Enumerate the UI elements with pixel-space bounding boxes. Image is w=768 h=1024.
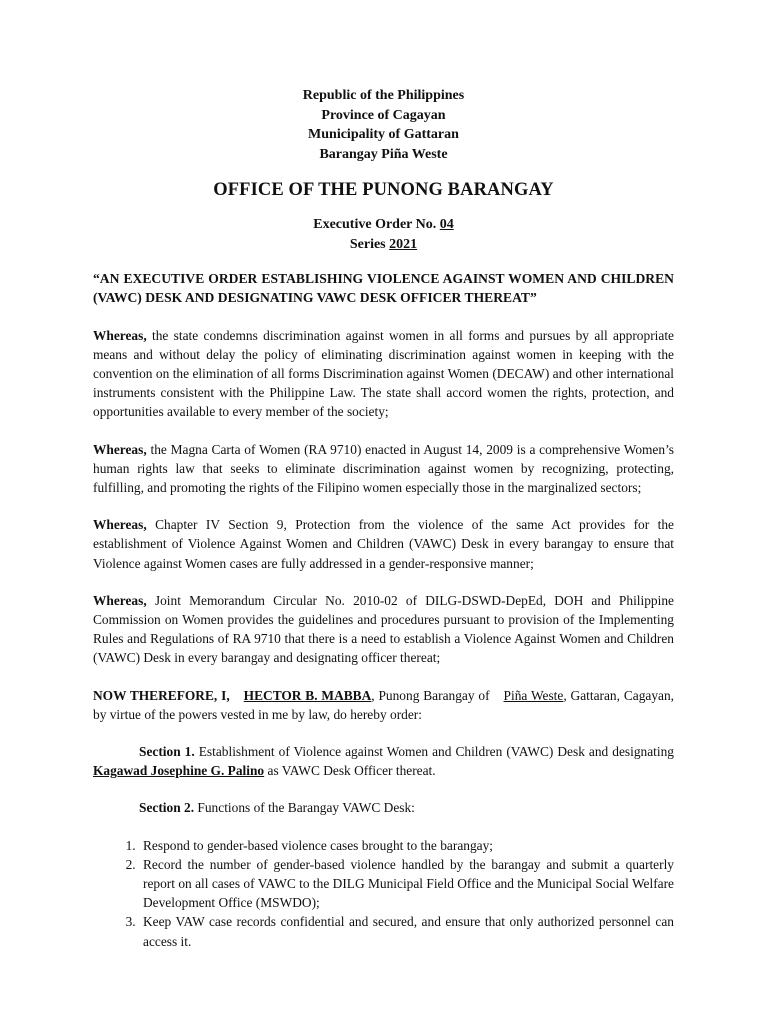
letterhead <box>93 86 674 164</box>
desk-officer-name: Kagawad Josephine G. Palino <box>93 763 265 779</box>
barangay-place: Piña Weste <box>503 687 564 703</box>
list-item: 3. Keep VAW case records confidential and secured, and ensure that only authorized personnel can access it. <box>139 912 674 950</box>
punong-barangay-name: HECTOR B. MABBA <box>243 687 372 703</box>
executive-order-heading <box>93 215 674 254</box>
letterhead-barangay: Barangay Piña Weste <box>319 146 448 162</box>
section-2-text: Functions of the Barangay VAWC Desk: <box>197 800 415 816</box>
order-number-label: Executive Order No. <box>313 217 437 233</box>
section-1 <box>93 742 674 780</box>
whereas-lead: Whereas, <box>93 517 147 533</box>
order-number: 04 <box>439 217 454 233</box>
order-series-label: Series <box>349 236 386 252</box>
order-number-line <box>93 215 674 235</box>
section-2 <box>93 798 674 817</box>
section-1-label: Section 1. <box>139 744 195 760</box>
whereas-lead: Whereas, <box>93 592 147 608</box>
whereas-clause-3 <box>93 515 674 573</box>
letterhead-republic: Republic of the Philippines <box>302 88 465 103</box>
whereas-clause-4 <box>93 591 674 668</box>
whereas-text: Joint Memorandum Circular No. 2010-02 of DILG-DSWD-DepEd, DOH and Philippine Commission on Women provides the guidelines and procedures pursuant to provision of the Implementing Rules and Regulations of RA 9710 that there is a need to establish a Violence Against Women and Children (VAWC) Desk in every barangay and designating officer thereat; <box>93 592 674 666</box>
order-series: 2021 <box>389 236 418 252</box>
letterhead-province: Province of Cagayan <box>321 107 446 123</box>
whereas-clause-2 <box>93 440 674 498</box>
whereas-clause-1 <box>93 326 674 422</box>
whereas-text: Chapter IV Section 9, Protection from the violence of the same Act provides for the establishment of Violence Against Women and Children (VAWC) Desk in every barangay to ensure that Violence against Women cases are fully addressed in a gender-responsive manner; <box>93 517 674 571</box>
section-2-label: Section 2. <box>139 800 195 816</box>
section-1-text-b: as VAWC Desk Officer thereat. <box>267 763 436 779</box>
now-therefore-lead: NOW THEREFORE, I, <box>93 687 230 703</box>
now-therefore-mid: , Punong Barangay of <box>371 687 490 703</box>
list-item: 2. Record the number of gender-based violence handled by the barangay and submit a quarterly report on all cases of VAWC to the DILG Municipal Field Office and the Municipal Social Welfare Development Office (MSWDO); <box>139 855 674 913</box>
document-page <box>93 86 674 951</box>
list-item: 1. Respond to gender-based violence cases brought to the barangay; <box>139 836 674 855</box>
whereas-text: the state condemns discrimination against women in all forms and pursues by all appropriate means and without delay the policy of eliminating discrimination against women in keeping with the convention on the elimination of all forms Discrimination against Women (DECAW) and other international instruments consistent with the Philippine Law. The state shall accord women the rights, protection, and opportunities available to every member of the society; <box>93 327 674 420</box>
whereas-text: the Magna Carta of Women (RA 9710) enacted in August 14, 2009 is a comprehensive Women’s human rights law that seeks to eliminate discrimination against women by recognizing, protecting, fulfilling, and promoting the rights of the Filipino women especially those in the marginalized sectors; <box>93 441 675 496</box>
office-title: OFFICE OF THE PUNONG BARANGAY <box>213 180 554 200</box>
document-title: “AN EXECUTIVE ORDER ESTABLISHING VIOLENCE AGAINST WOMEN AND CHILDREN (VAWC) DESK AND DESIGNATING VAWC DESK OFFICER THEREAT” <box>93 271 674 306</box>
whereas-lead: Whereas, <box>93 441 147 457</box>
functions-list <box>93 836 674 951</box>
whereas-lead: Whereas, <box>93 327 147 343</box>
order-series-line <box>93 235 674 255</box>
section-1-text-a: Establishment of Violence against Women and Children (VAWC) Desk and designating <box>198 744 674 760</box>
now-therefore-rest: , Gattaran, Cagayan, by virtue of the powers vested in me by law, do hereby order: <box>93 687 675 722</box>
letterhead-municipality: Municipality of Gattaran <box>308 127 459 142</box>
now-therefore-clause <box>93 686 674 724</box>
